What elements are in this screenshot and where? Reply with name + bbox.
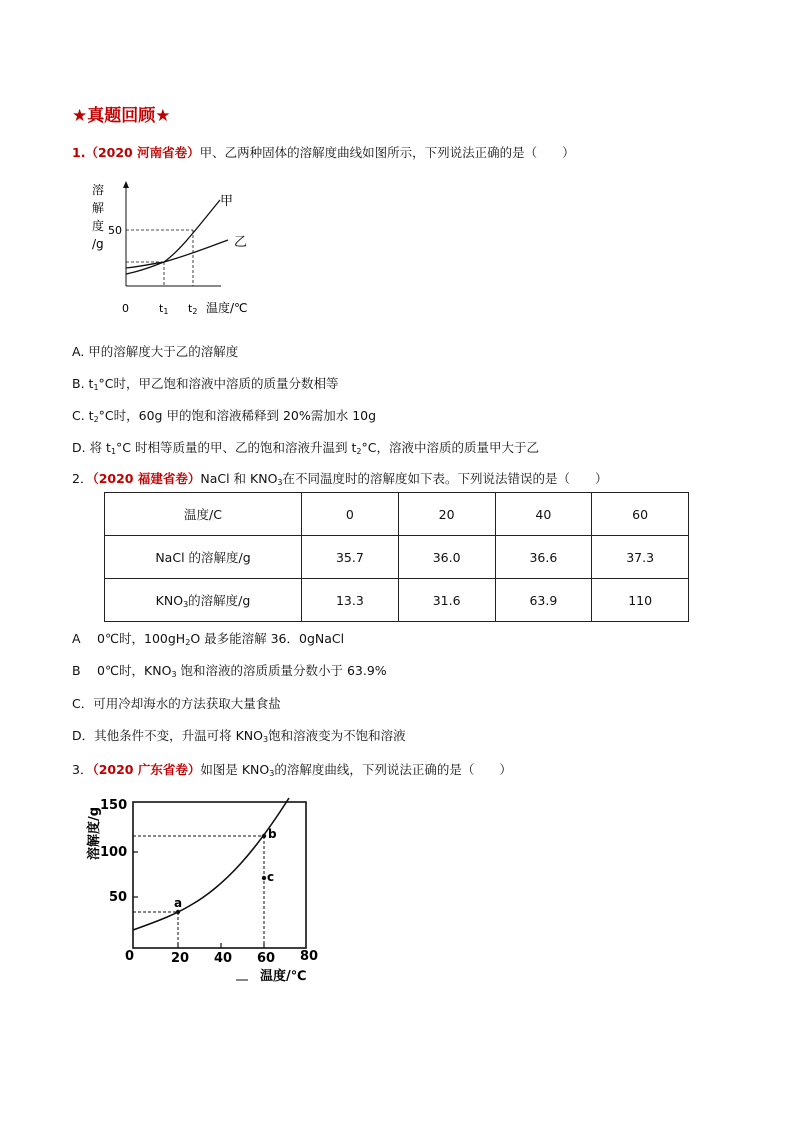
table-cell: NaCl 的溶解度/g <box>105 536 302 579</box>
question-source: （2020 广东省卷） <box>92 762 201 777</box>
y-label-char-4: /g <box>92 237 104 251</box>
table-cell: 110 <box>592 579 689 622</box>
question-3-stem: 3．（2020 广东省卷）如图是 $KNO_3$的溶解度曲线，下列说法正确的是（ ） <box>72 762 512 778</box>
question-number: 3． <box>72 762 93 777</box>
table-cell: 36.0 <box>398 536 495 579</box>
question-2-stem: 2．（2020 福建省卷）NaCl 和 $KNO_3$在不同温度时的溶解度如下表。下列说法错误的是（ ） <box>72 471 608 487</box>
question-number: 1. <box>72 145 86 160</box>
point-label-b: b <box>268 827 277 841</box>
point-a <box>176 910 180 914</box>
y-tick-label: 50 <box>109 890 128 905</box>
y-label-char-2: 解 <box>92 201 105 215</box>
y-label-char-1: 溶 <box>92 183 105 197</box>
q1-option-c[interactable]: C. $t_2^\circ C$时，60g 甲的饱和溶液稀释到 20%需加水 10g <box>72 408 377 424</box>
solubility-curve-figure-1 <box>86 178 276 320</box>
q1-option-b[interactable]: B. $t_1^\circ C$时，甲乙饱和溶液中溶质的质量分数相等 <box>72 376 339 392</box>
y-axis-arrow <box>123 181 129 188</box>
q1-option-d[interactable]: D. 将 $t_1^\circ C$ 时相等质量的甲、乙的饱和溶液升温到 $t_2^\circ C$，溶液中溶质的质量甲大于乙 <box>72 440 539 456</box>
table-row-kno3 <box>105 579 689 622</box>
table-cell: 31.6 <box>398 579 495 622</box>
y-axis-title: 溶解度/g <box>87 806 102 860</box>
x-tick-t2: t2 <box>188 302 198 316</box>
curve-yi <box>126 240 228 268</box>
x-axis-label: 温度/℃ <box>206 301 248 315</box>
q2-option-b[interactable]: B 0℃时，$KNO_3$ 饱和溶液的溶质质量分数小于 63.9% <box>72 663 387 679</box>
table-cell: 温度/C <box>105 493 302 536</box>
curve-jia <box>126 200 220 274</box>
table-cell: 63.9 <box>495 579 592 622</box>
table-cell: 13.3 <box>302 579 399 622</box>
table-cell: 0 <box>302 493 399 536</box>
y-tick-50: 50 <box>108 224 122 237</box>
table-cell: $KNO_3$的溶解度/g <box>105 579 302 622</box>
question-source: （2020 福建省卷） <box>92 471 201 486</box>
solubility-table <box>104 492 689 622</box>
x-tick-label: 0 <box>125 949 135 964</box>
curve-label-jia: 甲 <box>220 194 234 209</box>
y-label-char-3: 度 <box>92 219 105 233</box>
point-label-a: a <box>174 896 183 910</box>
x-tick-t1: t1 <box>159 302 169 316</box>
question-text: 甲、乙两种固体的溶解度曲线如图所示，下列说法正确的是（ ） <box>199 145 575 160</box>
x-axis-title: 温度/℃ <box>260 969 307 984</box>
origin-label: 0 <box>122 302 129 315</box>
table-row-header <box>105 493 689 536</box>
point-b <box>262 834 266 838</box>
plot-frame <box>133 802 306 948</box>
table-cell: 37.3 <box>592 536 689 579</box>
q2-option-d[interactable]: D．其他条件不变，升温可将 $KNO_3$饱和溶液变为不饱和溶液 <box>72 728 406 744</box>
table-cell: 20 <box>398 493 495 536</box>
x-tick-label: 20 <box>171 951 190 966</box>
kno3-curve <box>133 798 289 930</box>
section-title: ★真题回顾★ <box>72 106 171 126</box>
point-c <box>262 876 266 880</box>
q2-option-a[interactable]: A 0℃时，$100gH_2O$ 最多能溶解 36．0gNaCl <box>72 631 345 647</box>
q2-option-c[interactable]: C．可用冷却海水的方法获取大量食盐 <box>72 696 281 711</box>
table-cell: 36.6 <box>495 536 592 579</box>
table-cell: 60 <box>592 493 689 536</box>
q1-option-a[interactable]: A. 甲的溶解度大于乙的溶解度 <box>72 344 239 359</box>
question-source: （2020 河南省卷） <box>85 145 200 160</box>
x-tick-label: 60 <box>257 951 276 966</box>
curve-label-yi: 乙 <box>234 235 248 250</box>
kno3-solubility-figure <box>76 790 336 986</box>
table-row-nacl <box>105 536 689 579</box>
table-cell: 35.7 <box>302 536 399 579</box>
x-tick-label: 40 <box>214 951 233 966</box>
table-cell: 40 <box>495 493 592 536</box>
x-tick-label: 80 <box>300 949 319 964</box>
question-1-stem <box>72 143 575 161</box>
y-tick-label: 100 <box>100 845 128 860</box>
point-label-c: c <box>267 870 275 884</box>
y-tick-label: 150 <box>100 798 128 813</box>
question-number: 2． <box>72 471 93 486</box>
